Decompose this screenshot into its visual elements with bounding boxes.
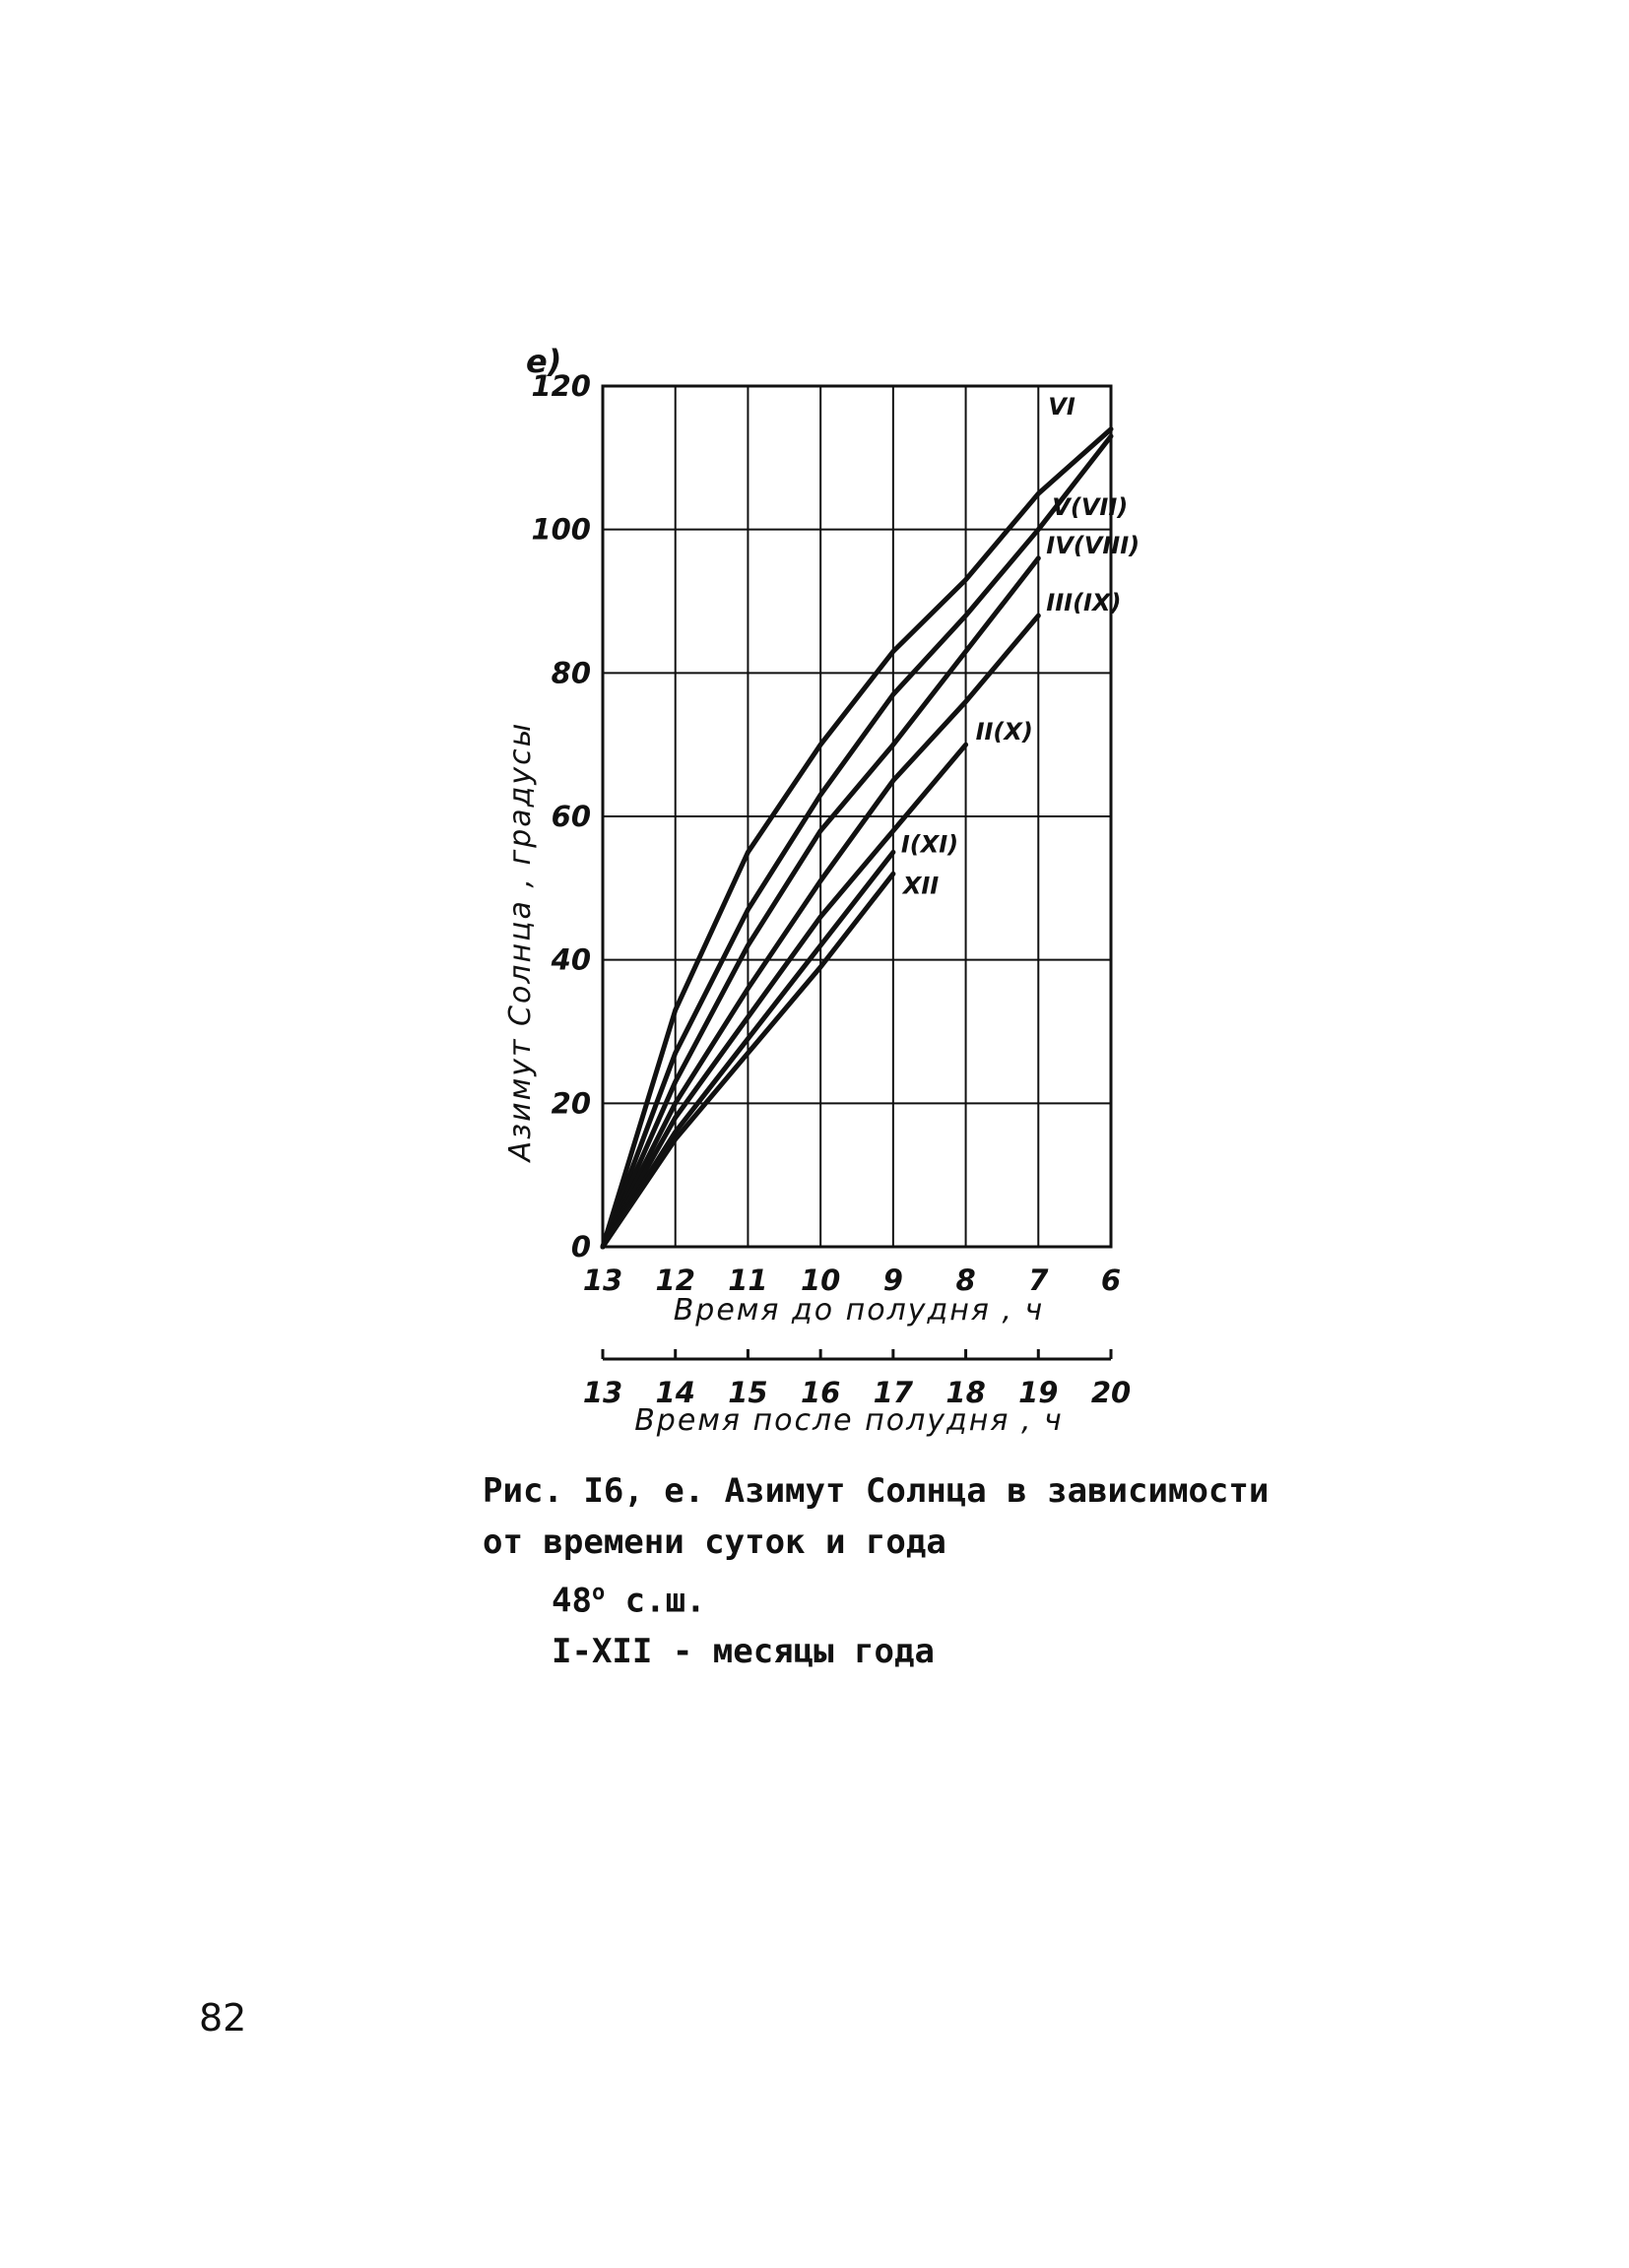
caption-latitude: 48 <box>552 1581 592 1621</box>
series-label: III(IX) <box>1046 589 1122 617</box>
caption-line-3 <box>483 1568 1269 1626</box>
x-tick-label: 7 <box>1028 1264 1049 1297</box>
x2-axis <box>583 1349 1131 1409</box>
y-tick-label: 100 <box>531 512 591 547</box>
x-tick-label: 10 <box>800 1264 841 1297</box>
y-tick-label: 120 <box>531 369 591 403</box>
panel-letter: e) <box>526 343 562 380</box>
x2-tick-label: 18 <box>945 1376 986 1409</box>
x2-tick-label: 14 <box>655 1376 695 1409</box>
y-tick-label: 40 <box>551 942 591 977</box>
x2-tick-label: 20 <box>1090 1376 1132 1409</box>
caption-line-1: Рис. I6, е. Азимут Солнца в зависимости <box>483 1471 1270 1511</box>
x2-tick-label: 15 <box>728 1376 768 1409</box>
series-label: I(XI) <box>900 830 959 859</box>
y-axis-ticks <box>531 369 591 1264</box>
caption-hemisphere: с.ш. <box>605 1581 706 1621</box>
y-axis-label: Азимут Солнца , градусы <box>503 721 538 1162</box>
y-tick-label: 20 <box>551 1086 591 1121</box>
y-tick-label: 80 <box>551 656 591 690</box>
x-tick-label: 8 <box>955 1264 976 1297</box>
chart-grid <box>603 386 1111 1247</box>
caption-line-2: от времени суток и года <box>483 1523 946 1562</box>
x-tick-label: 12 <box>655 1264 695 1297</box>
y-tick-label: 60 <box>551 800 591 833</box>
caption-degree-sign: о <box>591 1581 606 1605</box>
series-label: IV(VIII) <box>1046 531 1140 559</box>
x-tick-label: 6 <box>1100 1264 1122 1297</box>
x-axis-label: Время до полудня , ч <box>673 1293 1045 1328</box>
series-label: V(VII) <box>1052 493 1129 522</box>
x-axis-ticks <box>583 1264 1121 1297</box>
x2-tick-label: 13 <box>582 1376 623 1409</box>
series-label: VI <box>1048 393 1075 421</box>
x-tick-label: 13 <box>582 1264 623 1297</box>
x-tick-label: 11 <box>728 1264 768 1297</box>
series-label: II(X) <box>975 718 1033 746</box>
x-tick-label: 9 <box>882 1264 903 1297</box>
caption-line-4: I-XII - месяцы года <box>552 1632 935 1672</box>
y-tick-label: 0 <box>570 1230 591 1264</box>
series-label: XII <box>902 872 940 900</box>
x2-axis-label: Время после полудня , ч <box>634 1403 1064 1438</box>
figure-caption <box>483 1465 1269 1677</box>
x2-tick-label: 19 <box>1018 1376 1059 1409</box>
x2-tick-label: 17 <box>873 1376 914 1409</box>
chart-series <box>603 393 1140 1247</box>
x2-tick-label: 16 <box>800 1376 841 1409</box>
page-number: 82 <box>199 1996 247 2040</box>
